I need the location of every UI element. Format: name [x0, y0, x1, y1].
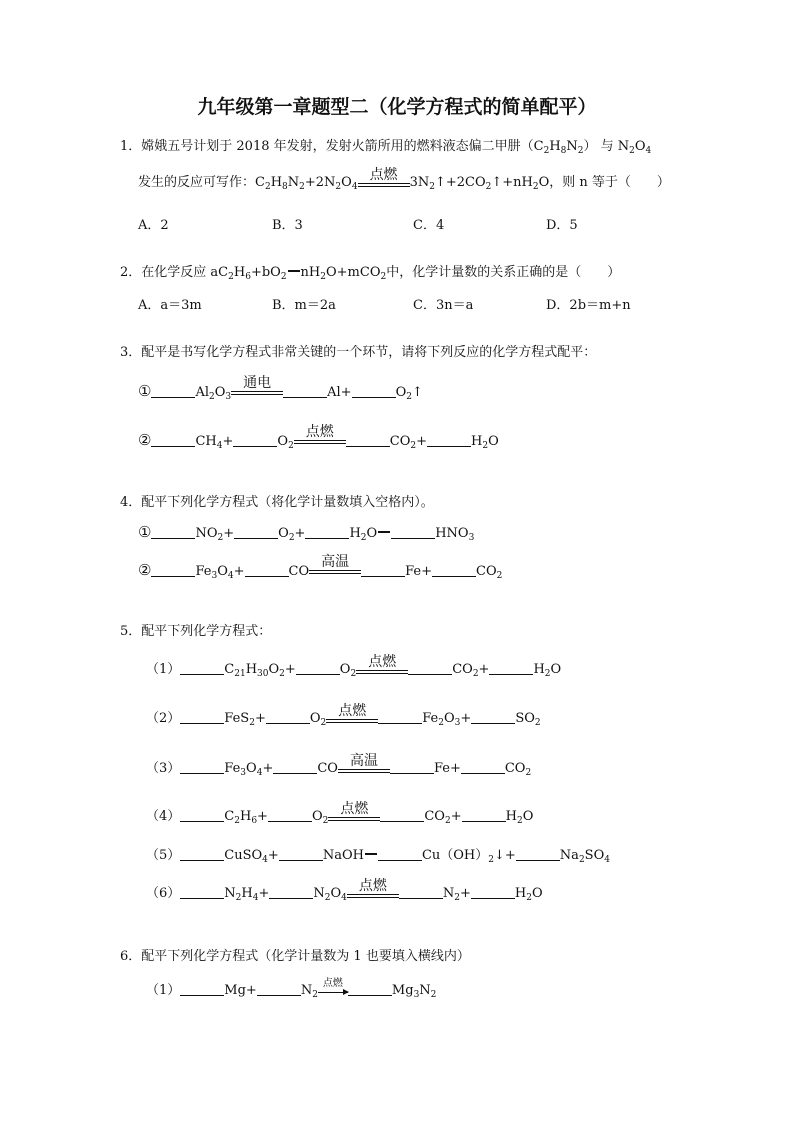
answer-blank[interactable]: [151, 434, 195, 447]
question-1-line-2: 发生的反应可写作：$C_2H_8N_2+2N_2O_4$ 点燃 $3N_2↑+2CO_2↑+nH_2O$，则 n 等于（ ）: [138, 167, 670, 192]
equation-5-3: （3） $Fe_3O_4+$ CO 高温 $Fe+ CO_2$: [146, 753, 532, 778]
answer-blank[interactable]: [471, 711, 515, 724]
equation-5-5: （5） CuSO$_4$+ NaOH $Cu(OH)_2↓+ Na_2SO_4$: [146, 848, 610, 865]
reaction-condition: 高温: [338, 760, 390, 778]
equation-5-4: （4） $C_2H_6+ O_2$ 点燃 $CO_2+ H_2O$: [146, 801, 534, 826]
reaction-condition: 点燃: [358, 174, 410, 192]
option-d: D．2b＝m+n: [546, 298, 631, 313]
question-5-line: 5．配平下列化学方程式：: [120, 624, 272, 639]
answer-blank[interactable]: [180, 809, 224, 822]
answer-blank[interactable]: [348, 983, 392, 996]
answer-blank[interactable]: [471, 886, 515, 899]
equation-4-2: ② $Fe_3O_4+$ CO 高温 $Fe+ CO_2$: [138, 554, 503, 581]
answer-blank[interactable]: [427, 434, 471, 447]
equation-5-2: （2） $FeS_2+ O_2$ 点燃 $Fe_2O_3+ SO_2$: [146, 703, 541, 728]
answer-blank[interactable]: [151, 526, 195, 539]
answer-blank[interactable]: [378, 848, 422, 861]
option-b: B．m＝2a: [272, 298, 336, 313]
reaction-condition: 通电: [231, 382, 283, 400]
reaction-condition: 点燃: [326, 710, 378, 728]
reaction-arrow: 点燃: [318, 982, 348, 1000]
answer-blank[interactable]: [390, 761, 434, 774]
equation-3-1: ① $Al_2O_3$ 通电 $Al+ O_2↑$: [138, 375, 423, 402]
answer-blank[interactable]: [279, 848, 323, 861]
answer-blank[interactable]: [180, 886, 224, 899]
question-3-line: 3．配平是书写化学方程式非常关键的一个环节，请将下列反应的化学方程式配平：: [120, 345, 597, 360]
option-d: D．5: [546, 218, 578, 233]
answer-blank[interactable]: [399, 886, 443, 899]
answer-blank[interactable]: [151, 385, 195, 398]
answer-blank[interactable]: [269, 886, 313, 899]
answer-blank[interactable]: [283, 385, 327, 398]
answer-blank[interactable]: [391, 526, 435, 539]
question-1-line-1: 1．嫦娥五号计划于 2018 年发射，发射火箭所用的燃料液态偏二甲肼$(C_2H_8N_2)$ 与 $N_2O_4$: [120, 139, 652, 156]
answer-blank[interactable]: [180, 662, 224, 675]
answer-blank[interactable]: [516, 848, 560, 861]
reaction-condition: 点燃: [294, 431, 346, 449]
reaction-condition: 点燃: [356, 661, 408, 679]
answer-blank[interactable]: [245, 564, 289, 577]
answer-blank[interactable]: [432, 564, 476, 577]
equals-dash: [378, 531, 390, 533]
answer-blank[interactable]: [462, 809, 506, 822]
equals-dash: [288, 270, 300, 272]
answer-blank[interactable]: [257, 983, 301, 996]
option-b: B．3: [272, 218, 303, 233]
answer-blank[interactable]: [352, 385, 396, 398]
answer-blank[interactable]: [266, 711, 310, 724]
reaction-condition: 点燃: [328, 808, 380, 826]
question-number: 1．: [120, 139, 142, 154]
option-a: A．a＝3m: [138, 298, 202, 313]
arrow-right-icon: [318, 992, 348, 993]
equation-5-1: （1） $C_{21}H_{30}O_2+ O_2$ 点燃 $CO_2+ H_2O$: [146, 654, 562, 679]
answer-blank[interactable]: [296, 662, 340, 675]
equals-dash: [365, 853, 377, 855]
question-2-line: 2．在化学反应 $aC_2H_6+bO_2$ $nH_2O+mCO_2$中，化学计量数的关系正确的是（ ）: [120, 265, 621, 282]
option-a: A．2: [138, 218, 169, 233]
option-c: C．4: [413, 218, 445, 233]
option-c: C．3n＝a: [413, 298, 474, 313]
answer-blank[interactable]: [273, 761, 317, 774]
answer-blank[interactable]: [234, 526, 278, 539]
answer-blank[interactable]: [180, 761, 224, 774]
page-title: 九年级第一章题型二（化学方程式的简单配平）: [197, 96, 597, 118]
equation-4-1: ① $NO_2+ O_2+ H_2O$ $HNO_3$: [138, 523, 475, 543]
answer-blank[interactable]: [180, 711, 224, 724]
answer-blank[interactable]: [489, 662, 533, 675]
reaction-condition: 点燃: [347, 885, 399, 903]
equation-3-2: ② $CH_4+ O_2$ 点燃 $CO_2+ H_2O$: [138, 424, 499, 451]
answer-blank[interactable]: [346, 434, 390, 447]
answer-blank[interactable]: [268, 809, 312, 822]
equation-6-1: （1） $Mg+ N_2$ 点燃 $Mg_3N_2$: [146, 978, 437, 1000]
equation-5-6: （6） $N_2H_4+ N_2O_4$ 点燃 $N_2+ H_2O$: [146, 878, 543, 903]
answer-blank[interactable]: [380, 809, 424, 822]
answer-blank[interactable]: [180, 848, 224, 861]
answer-blank[interactable]: [180, 983, 224, 996]
answer-blank[interactable]: [378, 711, 422, 724]
question-4-line: 4．配平下列化学方程式（将化学计量数填入空格内）。: [120, 495, 434, 510]
answer-blank[interactable]: [233, 434, 277, 447]
answer-blank[interactable]: [408, 662, 452, 675]
answer-blank[interactable]: [151, 564, 195, 577]
question-6-line: 6．配平下列化学方程式（化学计量数为 1 也要填入横线内）: [120, 949, 470, 964]
answer-blank[interactable]: [361, 564, 405, 577]
reaction-condition: 高温: [309, 561, 361, 579]
answer-blank[interactable]: [461, 761, 505, 774]
answer-blank[interactable]: [305, 526, 349, 539]
